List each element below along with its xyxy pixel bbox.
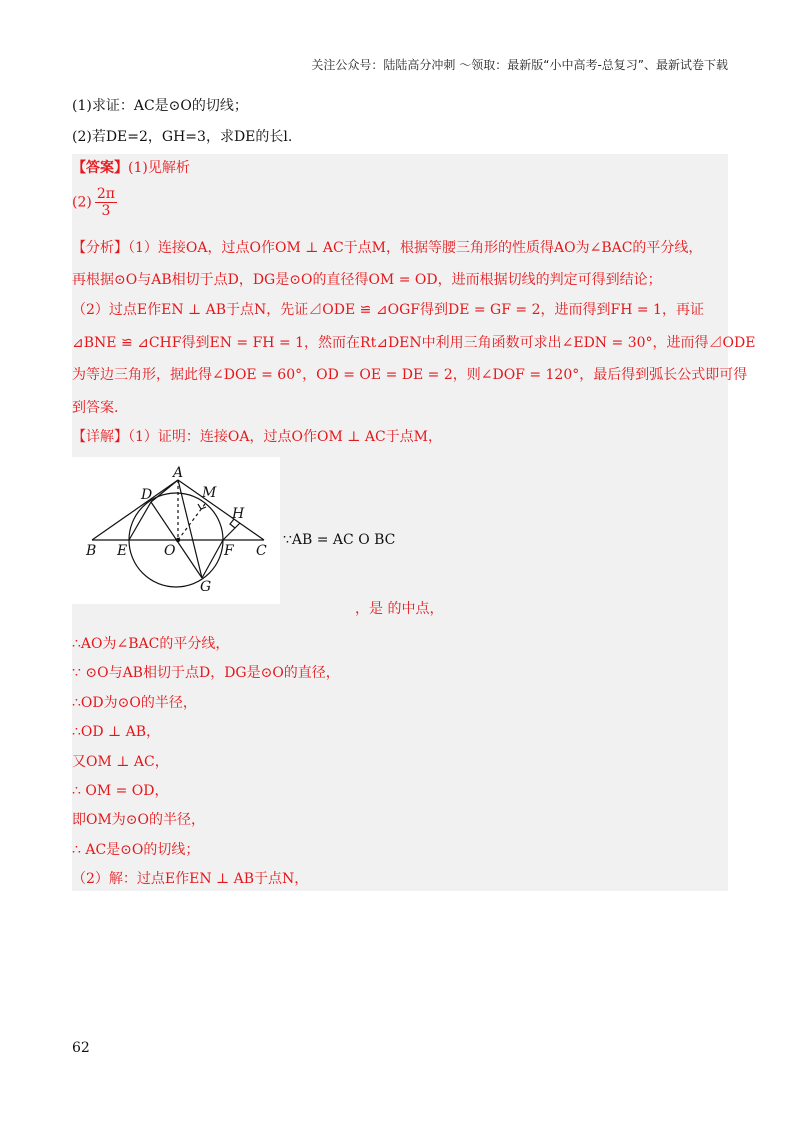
midpoint-statement: ，是 的中点， [355, 601, 444, 617]
segment-ab [92, 480, 178, 540]
answer-part-1: (1)见解析 [128, 160, 190, 176]
answer-line-1 [72, 157, 190, 179]
step-1: ∴AO为∠BAC的平分线， [72, 636, 230, 652]
label-c: C [256, 543, 267, 559]
analysis-line-3: （2）过点E作EN ⊥ AB于点N，先证⊿ODE ≌ ⊿OGF得到DE = GF = 2，进而得到FH = 1，再证 [72, 302, 704, 318]
label-f: F [224, 543, 234, 559]
page-header: 关注公众号：陆陆高分冲刺 ～领取：最新版“小中高考-总复习”、最新试卷下载 [311, 58, 728, 72]
label-d: D [141, 487, 153, 503]
label-m: M [202, 485, 217, 501]
segment-da [151, 480, 178, 502]
label-e: E [117, 543, 128, 559]
circle-tangent-diagram [72, 457, 280, 604]
analysis-line-4: ⊿BNE ≌ ⊿CHF得到EN = FH = 1，然而在Rt⊿DEN中利用三角函数可求出∠EDN = 30°，进而得⊿ODE [72, 335, 756, 351]
fraction-numerator: 2π [96, 186, 115, 202]
label-b: B [86, 543, 97, 559]
step-4: ∴OD ⊥ AB， [72, 724, 161, 740]
answer-part-2-prefix: (2) [72, 194, 92, 211]
label-o: O [164, 543, 176, 559]
analysis-line-1: 【分析】（1）连接OA，过点O作OM ⊥ AC于点M，根据等腰三角形的性质得AO为∠BAC的平分线， [72, 240, 703, 256]
label-a: A [173, 465, 184, 481]
answer-fraction [95, 186, 117, 219]
analysis-line-2: 再根据⊙O与AB相切于点D，DG是⊙O的直径得OM = OD，进而根据切线的判定可得到结论； [72, 272, 662, 288]
detail-line-1: 【详解】（1）证明：连接OA，过点O作OM ⊥ AC于点M， [72, 429, 443, 445]
figure-side-text: ∵AB = AC O BC [283, 532, 396, 548]
center-point-o [176, 538, 180, 542]
label-h: H [232, 506, 245, 522]
analysis-line-6: 到答案. [72, 400, 119, 416]
step-5: 又OM ⊥ AC， [72, 754, 169, 770]
step-3: ∴OD为⊙O的半径， [72, 695, 197, 711]
answer-tag: 【答案】 [72, 160, 128, 176]
label-g: G [200, 579, 212, 595]
step-6: ∴ OM = OD， [72, 783, 169, 799]
page-number: 62 [72, 1040, 90, 1056]
segment-gf [202, 540, 223, 578]
step-9: （2）解：过点E作EN ⊥ AB于点N， [72, 871, 309, 887]
analysis-line-5: 为等边三角形，据此得∠DOE = 60°，OD = OE = DE = 2，则∠DOF = 120°，最后得到弧长公式即可得 [72, 367, 748, 383]
step-7: 即OM为⊙O的半径， [72, 812, 206, 828]
geometry-figure [72, 457, 280, 604]
step-8: ∴ AC是⊙O的切线； [72, 842, 200, 858]
question-part-2: (2)若DE=2，GH=3，求DE的长l. [72, 129, 293, 145]
answer-line-2 [72, 186, 117, 219]
question-part-1: (1)求证：AC是⊙O的切线； [72, 98, 248, 114]
step-2: ∵ ⊙O与AB相切于点D，DG是⊙O的直径， [72, 665, 340, 681]
fraction-denominator: 3 [101, 203, 111, 219]
segment-de [129, 502, 151, 540]
